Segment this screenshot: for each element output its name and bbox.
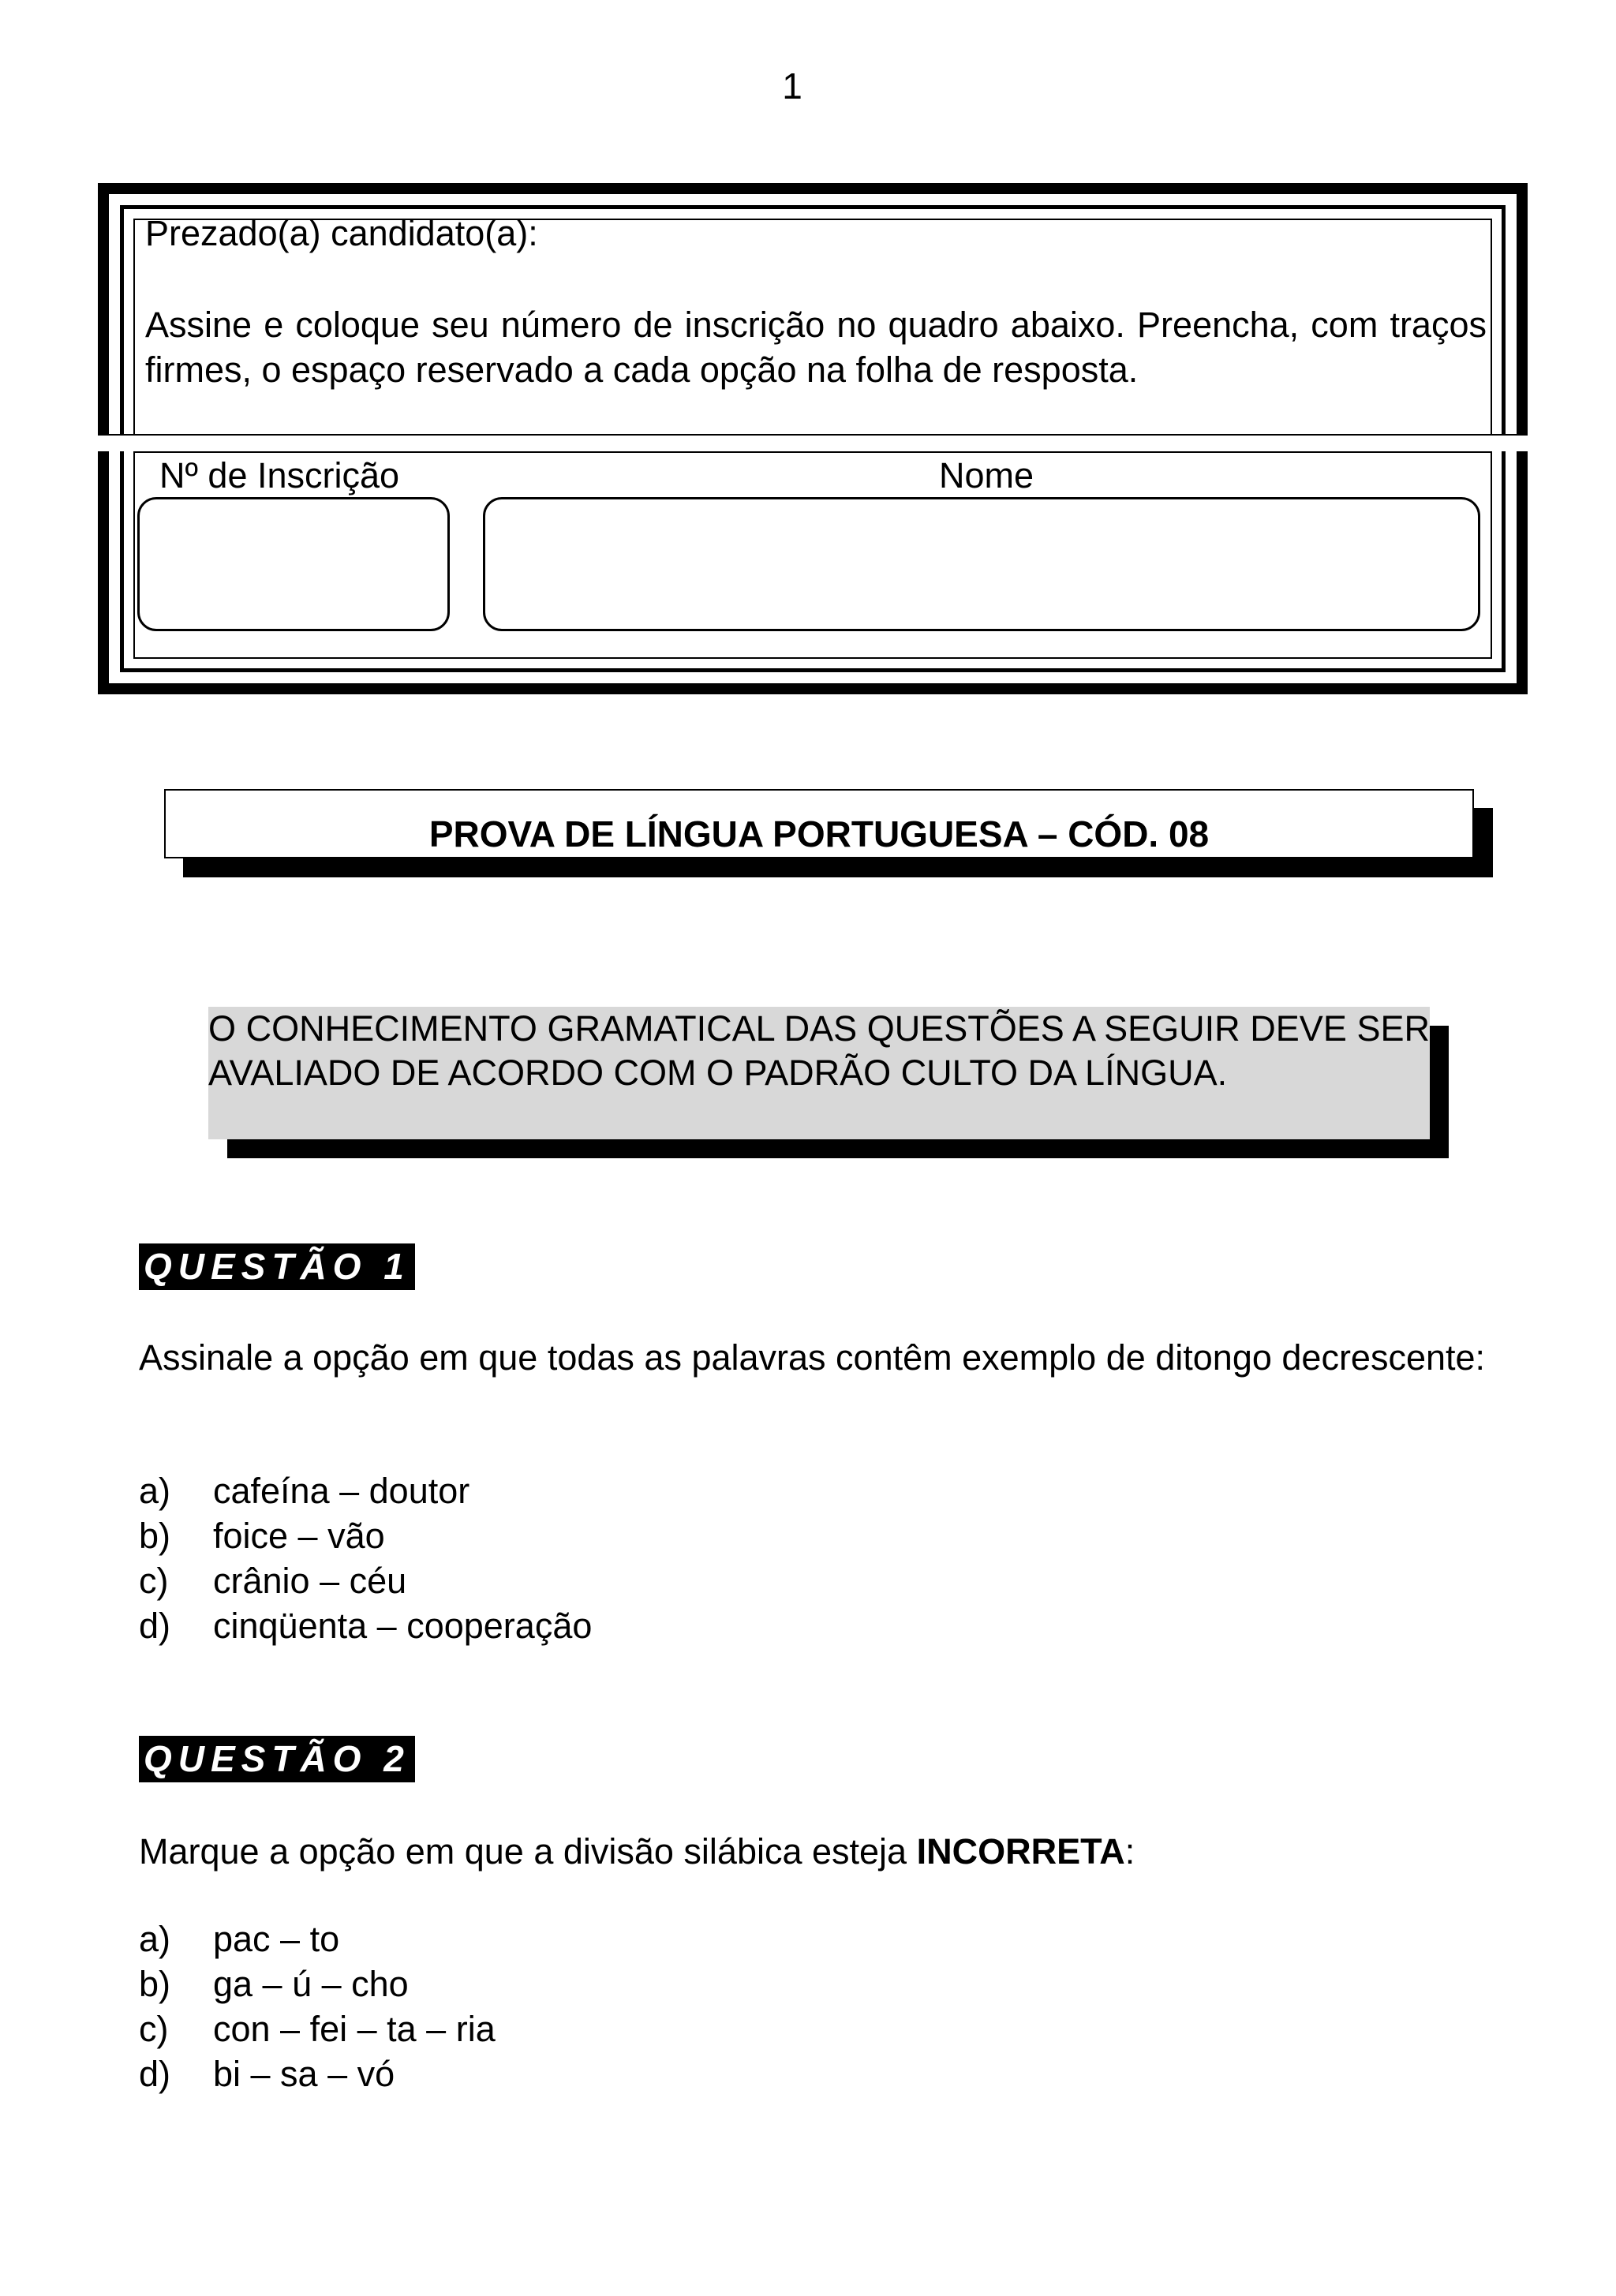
question-1-title: QUESTÃO 1 bbox=[139, 1243, 415, 1290]
option-letter: d) bbox=[139, 2054, 171, 2094]
option-letter: a) bbox=[139, 1471, 171, 1511]
option-d bbox=[139, 2051, 496, 2096]
name-label: Nome bbox=[939, 455, 1034, 495]
option-text: bi – sa – vó bbox=[213, 2054, 395, 2094]
question-2-title: QUESTÃO 2 bbox=[139, 1736, 415, 1782]
option-a bbox=[139, 1916, 496, 1961]
registration-number-label: Nº de Inscrição bbox=[159, 455, 400, 495]
question-2-prompt: Marque a opção em que a divisão silábica esteja INCORRETA: bbox=[139, 1831, 1135, 1872]
question-1-options bbox=[139, 1468, 592, 1648]
grammar-notice: O CONHECIMENTO GRAMATICAL DAS QUESTÕES A SEGUIR DEVE SER AVALIADO DE ACORDO COM O PADRÃO CULTO DA LÍNGUA. bbox=[208, 1007, 1430, 1139]
option-letter: d) bbox=[139, 1606, 171, 1646]
option-letter: a) bbox=[139, 1919, 171, 1959]
option-text: cafeína – doutor bbox=[213, 1471, 470, 1511]
option-b bbox=[139, 1513, 592, 1558]
option-text: con – fei – ta – ria bbox=[213, 2009, 496, 2049]
question-1-prompt: Assinale a opção em que todas as palavras contêm exemplo de ditongo decrescente: bbox=[139, 1337, 1486, 1378]
instruction-text: Assine e coloque seu número de inscrição no quadro abaixo. Preencha, com traços firmes, o espaço reservado a cada opção na folha de resposta. bbox=[145, 305, 1487, 390]
option-letter: c) bbox=[139, 1561, 169, 1601]
option-c bbox=[139, 1558, 592, 1603]
option-d bbox=[139, 1603, 592, 1648]
greeting-text: Prezado(a) candidato(a): bbox=[145, 213, 538, 253]
question-2-options bbox=[139, 1916, 496, 2096]
option-text: crânio – céu bbox=[213, 1561, 407, 1601]
name-field[interactable] bbox=[483, 497, 1480, 631]
option-b bbox=[139, 1961, 496, 2006]
option-letter: b) bbox=[139, 1964, 171, 2004]
option-a bbox=[139, 1468, 592, 1513]
page-number: 1 bbox=[782, 65, 802, 107]
registration-number-field[interactable] bbox=[137, 497, 450, 631]
option-letter: c) bbox=[139, 2009, 169, 2049]
option-text: cinqüenta – cooperação bbox=[213, 1606, 593, 1646]
exam-title: PROVA DE LÍNGUA PORTUGUESA – CÓD. 08 bbox=[164, 789, 1474, 858]
incorrect-emphasis: INCORRETA bbox=[916, 1831, 1125, 1872]
option-text: foice – vão bbox=[213, 1516, 385, 1556]
option-text: pac – to bbox=[213, 1919, 340, 1959]
option-c bbox=[139, 2006, 496, 2051]
option-text: ga – ú – cho bbox=[213, 1964, 409, 2004]
option-letter: b) bbox=[139, 1516, 171, 1556]
